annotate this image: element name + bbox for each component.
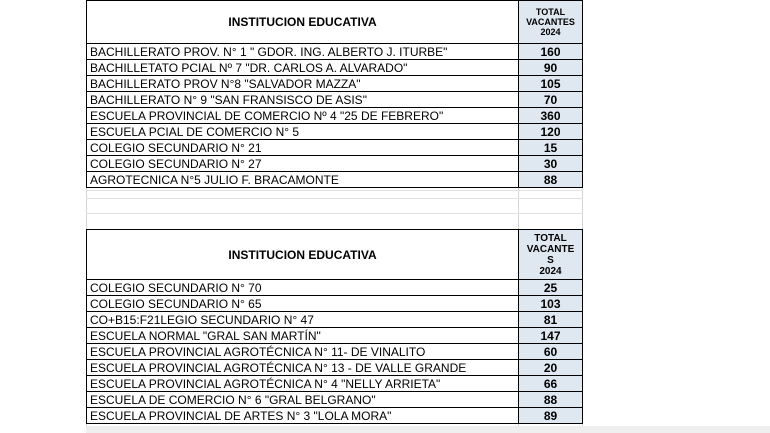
- header-institution: INSTITUCION EDUCATIVA: [87, 230, 519, 280]
- table-row: [87, 140, 583, 156]
- table-row: [87, 44, 583, 60]
- institution-cell[interactable]: BACHILLETATO PCIAL Nº 7 "DR. CARLOS A. ALVARADO": [87, 60, 519, 76]
- vacancies-cell[interactable]: 103: [519, 296, 583, 312]
- vacancies-cell[interactable]: 105: [519, 76, 583, 92]
- institution-cell[interactable]: BACHILLERATO N° 9 "SAN FRANSISCO DE ASIS": [87, 92, 519, 108]
- header-line: TOTAL: [535, 7, 566, 17]
- institution-cell[interactable]: COLEGIO SECUNDARIO N° 27: [87, 156, 519, 172]
- vacancies-cell[interactable]: 81: [519, 312, 583, 328]
- vacancies-cell[interactable]: 89: [519, 408, 583, 424]
- table-row: [87, 76, 583, 92]
- table-row: [87, 92, 583, 108]
- vacancies-cell[interactable]: 70: [519, 92, 583, 108]
- table-row: [87, 156, 583, 172]
- header-line: S: [547, 254, 554, 266]
- table-row: [87, 60, 583, 76]
- horizontal-scrollbar[interactable]: [86, 426, 770, 433]
- table-row: [87, 172, 583, 188]
- header-total-vacancies: [519, 230, 583, 280]
- institution-cell[interactable]: BACHILLERATO PROV N°8 "SALVADOR MAZZA": [87, 76, 519, 92]
- table-header-row: [87, 1, 583, 44]
- vacancies-cell[interactable]: 90: [519, 60, 583, 76]
- institution-cell[interactable]: COLEGIO SECUNDARIO N° 70: [87, 280, 519, 296]
- header-line: 2024: [539, 265, 562, 277]
- table-row: [87, 312, 583, 328]
- grid-line: [86, 190, 583, 191]
- table-row: [87, 296, 583, 312]
- vacancies-table-1: [86, 0, 583, 188]
- institution-cell[interactable]: ESCUELA PROVINCIAL AGROTÉCNICA N° 11- DE VINALITO: [87, 344, 519, 360]
- vacancies-cell[interactable]: 15: [519, 140, 583, 156]
- vacancies-cell[interactable]: 25: [519, 280, 583, 296]
- header-line: VACANTE: [526, 243, 575, 255]
- vacancies-cell[interactable]: 66: [519, 376, 583, 392]
- institution-cell[interactable]: ESCUELA NORMAL "GRAL SAN MARTÍN": [87, 328, 519, 344]
- vacancies-table-2: [86, 229, 583, 424]
- table-row: [87, 328, 583, 344]
- institution-cell[interactable]: AGROTECNICA N°5 JULIO F. BRACAMONTE: [87, 172, 519, 188]
- institution-cell[interactable]: COLEGIO SECUNDARIO N° 65: [87, 296, 519, 312]
- vacancies-cell[interactable]: 60: [519, 344, 583, 360]
- table-row: [87, 408, 583, 424]
- institution-cell[interactable]: ESCUELA PROVINCIAL AGROTÉCNICA N° 13 - DE VALLE GRANDE: [87, 360, 519, 376]
- vacancies-cell[interactable]: 20: [519, 360, 583, 376]
- header-total-vacancies: [519, 1, 583, 44]
- institution-cell[interactable]: ESCUELA PCIAL DE COMERCIO N° 5: [87, 124, 519, 140]
- institution-cell[interactable]: ESCUELA DE COMERCIO N° 6 "GRAL BELGRANO": [87, 392, 519, 408]
- table-row: [87, 376, 583, 392]
- institution-cell[interactable]: BACHILLERATO PROV. N° 1 " GDOR. ING. ALBERTO J. ITURBE": [87, 44, 519, 60]
- table-row: [87, 280, 583, 296]
- vacancies-cell[interactable]: 88: [519, 392, 583, 408]
- grid-line: [86, 198, 583, 199]
- header-line: 2024: [540, 27, 561, 37]
- vacancies-cell[interactable]: 360: [519, 108, 583, 124]
- table-row: [87, 108, 583, 124]
- institution-cell[interactable]: ESCUELA PROVINCIAL DE ARTES N° 3 "LOLA MORA": [87, 408, 519, 424]
- table-row: [87, 344, 583, 360]
- vacancies-cell[interactable]: 147: [519, 328, 583, 344]
- institution-cell[interactable]: CO+B15:F21LEGIO SECUNDARIO N° 47: [87, 312, 519, 328]
- table-row: [87, 392, 583, 408]
- header-line: TOTAL: [534, 232, 567, 244]
- header-line: VACANTES: [526, 17, 575, 27]
- institution-cell[interactable]: ESCUELA PROVINCIAL AGROTÉCNICA N° 4 "NELLY ARRIETA": [87, 376, 519, 392]
- grid-line: [86, 213, 583, 214]
- header-institution: INSTITUCION EDUCATIVA: [87, 1, 519, 44]
- vacancies-cell[interactable]: 88: [519, 172, 583, 188]
- vacancies-cell[interactable]: 30: [519, 156, 583, 172]
- table-row: [87, 124, 583, 140]
- vacancies-cell[interactable]: 160: [519, 44, 583, 60]
- spreadsheet-area: [86, 0, 583, 433]
- table-row: [87, 360, 583, 376]
- vacancies-cell[interactable]: 120: [519, 124, 583, 140]
- table-header-row: [87, 230, 583, 280]
- institution-cell[interactable]: ESCUELA PROVINCIAL DE COMERCIO Nº 4 "25 DE FEBRERO": [87, 108, 519, 124]
- institution-cell[interactable]: COLEGIO SECUNDARIO N° 21: [87, 140, 519, 156]
